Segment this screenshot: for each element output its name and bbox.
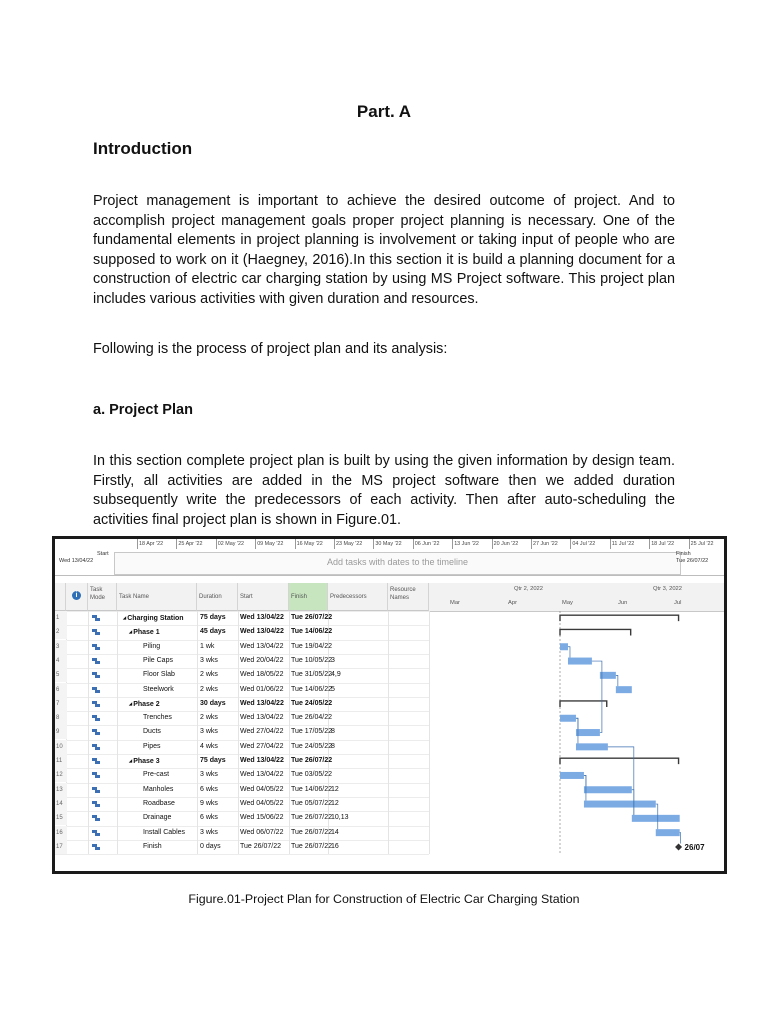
- task-bar: [656, 829, 680, 836]
- task-name: [143, 668, 175, 682]
- task-row[interactable]: [55, 725, 429, 739]
- task-start: Wed 27/04/22: [240, 728, 284, 736]
- task-pred: 3: [331, 656, 335, 664]
- timeline-start-label: Start: [97, 551, 109, 557]
- task-name-text: Phase 3: [133, 757, 160, 765]
- task-name-text: Drainage: [143, 814, 172, 822]
- task-finish: Tue 24/05/22: [291, 742, 332, 750]
- auto-schedule-icon: [92, 658, 100, 664]
- task-start: Tue 26/07/22: [240, 842, 281, 850]
- task-duration: 45 days: [200, 628, 226, 636]
- task-row[interactable]: [55, 740, 429, 754]
- task-row[interactable]: [55, 611, 429, 625]
- task-start: Wed 20/04/22: [240, 656, 284, 664]
- month-label-mar: Mar: [450, 600, 460, 606]
- row-number: 14: [55, 797, 67, 811]
- collapse-triangle-icon[interactable]: ◢: [129, 758, 134, 763]
- task-start: Wed 04/05/22: [240, 799, 284, 807]
- auto-schedule-icon: [92, 744, 100, 750]
- task-duration: 9 wks: [200, 799, 218, 807]
- timeline-bar[interactable]: [114, 552, 681, 575]
- timeline-date-tick: 02 May '22: [217, 541, 244, 547]
- project-plan-paragraph: In this section complete project plan is built by using the given information by design team. Firstly, all activities are added in the MS project software then we added duration subsequently write the predecessors of each activity. Then after auto-scheduling the activities final project plan is shown in Figure.01.: [93, 453, 675, 528]
- task-pred: 12: [331, 785, 339, 793]
- auto-schedule-icon: [92, 701, 100, 707]
- task-name-text: Charging Station: [127, 614, 184, 622]
- task-finish: Tue 26/07/22: [291, 842, 332, 850]
- task-bar: [576, 743, 608, 750]
- task-start: Wed 06/07/22: [240, 828, 284, 836]
- row-number: 4: [55, 654, 67, 668]
- auto-schedule-icon: [92, 815, 100, 821]
- task-row[interactable]: [55, 811, 429, 825]
- task-finish: Tue 26/07/22: [291, 828, 332, 836]
- task-row[interactable]: [55, 654, 429, 668]
- task-name: [143, 740, 161, 754]
- collapse-triangle-icon[interactable]: ◢: [123, 615, 128, 620]
- task-finish: Tue 10/05/22: [291, 656, 332, 664]
- task-name-text: Install Cables: [143, 828, 186, 836]
- task-start: Wed 13/04/22: [240, 614, 284, 621]
- task-row[interactable]: [55, 840, 429, 854]
- task-finish: Tue 03/05/22: [291, 771, 332, 779]
- task-pred: 4,9: [331, 671, 341, 679]
- task-name-text: Steelwork: [143, 685, 174, 693]
- resource-names-header[interactable]: Resource Names: [388, 583, 429, 611]
- gantt-month-header: [429, 597, 724, 612]
- task-duration: 2 wks: [200, 714, 218, 722]
- task-name: [143, 811, 171, 825]
- auto-schedule-icon: [92, 729, 100, 735]
- task-start: Wed 01/06/22: [240, 685, 284, 693]
- task-bar: [632, 815, 680, 822]
- auto-schedule-icon: [92, 715, 100, 721]
- task-pred: 8: [331, 742, 335, 750]
- task-finish: Tue 19/04/22: [291, 642, 332, 650]
- duration-header[interactable]: Duration: [197, 583, 238, 611]
- info-icon: i: [72, 591, 81, 600]
- task-pred: 12: [331, 799, 339, 807]
- task-name: [129, 754, 160, 769]
- task-name-text: Ducts: [143, 728, 161, 736]
- task-finish: Tue 14/06/22: [291, 685, 332, 693]
- dependency-link: [600, 672, 602, 733]
- task-name: [123, 611, 184, 626]
- timeline-finish-date: Tue 26/07/22: [676, 558, 709, 564]
- task-name-text: Phase 1: [133, 629, 160, 637]
- row-gridline: [55, 854, 429, 855]
- task-pred: 5: [331, 685, 335, 693]
- row-number: 9: [55, 725, 67, 739]
- task-row[interactable]: [55, 711, 429, 725]
- row-number: 17: [55, 840, 67, 854]
- task-pred: 14: [331, 828, 339, 836]
- task-finish: Tue 24/05/22: [291, 699, 333, 707]
- figure-caption: Figure.01-Project Plan for Construction of Electric Car Charging Station: [188, 892, 580, 906]
- task-row[interactable]: [55, 797, 429, 811]
- task-start: Wed 27/04/22: [240, 742, 284, 750]
- task-row[interactable]: [55, 754, 429, 768]
- timeline-strip: [55, 539, 724, 576]
- auto-schedule-icon: [92, 672, 100, 678]
- timeline-date-tick: 25 Apr '22: [178, 541, 203, 547]
- summary-bar: [560, 701, 607, 707]
- collapse-triangle-icon[interactable]: ◢: [129, 629, 134, 635]
- task-duration: 3 wks: [200, 771, 218, 779]
- task-duration: 75 days: [200, 757, 226, 764]
- summary-bar: [560, 758, 679, 764]
- task-finish: Tue 26/04/22: [291, 714, 332, 722]
- timeline-date-tick: 09 May '22: [257, 541, 284, 547]
- ms-project-view: [55, 539, 724, 871]
- task-row[interactable]: [55, 826, 429, 840]
- task-row[interactable]: [55, 668, 429, 682]
- task-duration: 6 wks: [200, 814, 218, 822]
- task-pred: 8: [331, 728, 335, 736]
- dependency-link: [616, 675, 618, 686]
- task-row[interactable]: [55, 783, 429, 797]
- task-row[interactable]: [55, 625, 429, 639]
- task-duration: 0 days: [200, 842, 221, 850]
- task-bar: [600, 672, 616, 679]
- row-number: 11: [55, 754, 67, 768]
- timeline-date-tick: 18 Jul '22: [651, 541, 675, 547]
- task-name-text: Roadbase: [143, 799, 175, 807]
- finish-header[interactable]: Finish: [289, 583, 328, 611]
- task-bar: [560, 643, 568, 650]
- timeline-date-tick: 18 Apr '22: [139, 541, 164, 547]
- task-start: Wed 18/05/22: [240, 671, 284, 679]
- timeline-hint: Add tasks with dates to the timeline: [326, 557, 469, 567]
- row-number: 7: [55, 697, 67, 711]
- timeline-finish-label: Finish: [676, 551, 691, 557]
- gantt-chart: [429, 611, 724, 871]
- milestone-label: 26/07: [684, 842, 705, 852]
- month-label-apr: Apr: [508, 600, 518, 606]
- task-duration: 2 wks: [200, 671, 218, 679]
- task-name: [143, 826, 185, 840]
- task-row[interactable]: [55, 683, 429, 697]
- task-duration: 1 wk: [200, 642, 215, 650]
- project-plan-figure: [52, 536, 727, 874]
- timeline-date-tick: 27 Jun '22: [533, 541, 558, 547]
- task-start: Wed 04/05/22: [240, 785, 284, 793]
- task-bar: [616, 686, 632, 693]
- task-name: [143, 783, 173, 797]
- task-name: [129, 625, 160, 640]
- dependency-link: [680, 833, 681, 844]
- row-number: 1: [55, 611, 67, 625]
- task-name: [143, 840, 162, 854]
- task-name-text: Pre-cast: [143, 771, 170, 779]
- auto-schedule-icon: [92, 830, 100, 836]
- month-label-jun: Jun: [618, 600, 628, 606]
- auto-schedule-icon: [92, 801, 100, 807]
- auto-schedule-icon: [92, 772, 100, 778]
- timeline-date-tick: 06 Jun '22: [414, 541, 440, 547]
- task-name: [143, 797, 175, 811]
- auto-schedule-icon: [92, 644, 100, 650]
- auto-schedule-icon: [92, 787, 100, 793]
- task-name: [143, 683, 174, 697]
- task-duration: 3 wks: [200, 656, 218, 664]
- dependency-link: [592, 661, 602, 672]
- task-duration: 2 wks: [200, 685, 218, 693]
- timeline-date-tick: 16 May '22: [296, 541, 323, 547]
- summary-bar: [560, 615, 679, 621]
- task-name-text: Phase 2: [133, 700, 160, 708]
- row-number: 3: [55, 640, 67, 654]
- part-title: Part. A: [356, 102, 412, 121]
- month-label-may: May: [562, 600, 573, 606]
- task-name: [143, 654, 173, 668]
- quarter-label-q2: Qtr 2, 2022: [514, 586, 544, 592]
- task-finish: Tue 05/07/22: [291, 799, 332, 807]
- introduction-heading: Introduction: [93, 139, 193, 158]
- row-header-corner: [55, 583, 66, 611]
- timeline-date-tick: 20 Jun '22: [493, 541, 519, 547]
- introduction-paragraph: Project management is important to achieve the desired outcome of project. And to accomplish project management goals proper project planning is necessary. One of the fundamental elements in project planning is involvement or taking input of people who are supposed to work on it (Haegney, 2016).In this section it is build a planning document for a construction of electric car charging station by using MS Project software. This project plan includes various activities with given duration and resources.: [93, 193, 675, 307]
- row-number: 12: [55, 768, 67, 782]
- auto-schedule-icon: [92, 615, 100, 621]
- row-number: 8: [55, 711, 67, 725]
- timeline-date-tick: 23 May '22: [336, 541, 363, 547]
- indicators-header[interactable]: [66, 583, 88, 611]
- collapse-triangle-icon[interactable]: ◢: [129, 700, 134, 706]
- month-label-jul: Jul: [674, 600, 682, 606]
- auto-schedule-icon: [92, 629, 100, 635]
- predecessors-header[interactable]: Predecessors: [328, 583, 388, 611]
- task-bar: [584, 801, 656, 808]
- task-duration: 75 days: [200, 614, 226, 621]
- task-name-text: Trenches: [143, 714, 172, 722]
- task-start: Wed 13/04/22: [240, 642, 284, 650]
- timeline-date-tick: 25 Jul '22: [690, 541, 714, 547]
- task-row[interactable]: [55, 768, 429, 782]
- quarter-label-q3: Qtr 3, 2022: [653, 586, 683, 592]
- task-bar: [560, 715, 576, 722]
- task-bar: [560, 772, 584, 779]
- timeline-date-tick: 30 May '22: [375, 541, 402, 547]
- task-finish: Tue 26/07/22: [291, 757, 333, 764]
- row-number: 10: [55, 740, 67, 754]
- task-bar: [584, 786, 632, 793]
- task-pred: 10,13: [331, 814, 349, 822]
- task-finish: Tue 17/05/22: [291, 728, 332, 736]
- row-number: 15: [55, 811, 67, 825]
- task-name-text: Finish: [143, 842, 162, 850]
- task-name-text: Piling: [143, 642, 161, 650]
- task-duration: 4 wks: [200, 742, 218, 750]
- start-header[interactable]: Start: [238, 583, 289, 611]
- timeline-date-tick: 13 Jun '22: [454, 541, 479, 547]
- task-start: Wed 13/04/22: [240, 771, 284, 779]
- timeline-start: [59, 551, 109, 565]
- milestone-diamond: [675, 843, 682, 850]
- task-finish: Tue 31/05/22: [291, 671, 332, 679]
- summary-bar: [560, 629, 631, 635]
- task-finish: Tue 26/07/22: [291, 614, 333, 621]
- row-number: 16: [55, 826, 67, 840]
- task-name-text: Manholes: [143, 785, 174, 793]
- timeline-finish: [676, 551, 708, 565]
- task-bar: [568, 658, 592, 665]
- task-row[interactable]: [55, 697, 429, 711]
- task-start: Wed 13/04/22: [240, 628, 284, 636]
- auto-schedule-icon: [92, 758, 100, 764]
- task-name-header[interactable]: Task Name: [117, 583, 197, 611]
- task-duration: 6 wks: [200, 785, 218, 793]
- task-name-text: Pile Caps: [143, 656, 173, 664]
- task-duration: 30 days: [200, 699, 226, 707]
- task-start: Wed 13/04/22: [240, 699, 284, 707]
- task-name: [143, 711, 172, 725]
- task-mode-header[interactable]: Task Mode: [88, 583, 117, 611]
- task-start: Wed 15/06/22: [240, 814, 284, 822]
- task-row[interactable]: [55, 640, 429, 654]
- task-name-text: Pipes: [143, 742, 161, 750]
- task-name-text: Floor Slab: [143, 671, 175, 679]
- task-finish: Tue 14/06/22: [291, 785, 332, 793]
- row-number: 2: [55, 625, 67, 639]
- project-plan-heading: a. Project Plan: [93, 402, 193, 418]
- timeline-start-date: Wed 13/04/22: [59, 558, 94, 564]
- task-start: Wed 13/04/22: [240, 757, 284, 764]
- task-duration: 3 wks: [200, 828, 218, 836]
- task-pred: 16: [331, 842, 339, 850]
- task-start: Wed 13/04/22: [240, 714, 284, 722]
- task-name: [143, 725, 161, 739]
- auto-schedule-icon: [92, 844, 100, 850]
- task-name: [143, 640, 160, 654]
- timeline-date-tick: 11 Jul '22: [611, 541, 635, 547]
- task-name: [129, 697, 160, 712]
- task-finish: Tue 26/07/22: [291, 814, 332, 822]
- task-bar: [576, 729, 600, 736]
- process-sentence: Following is the process of project plan and its analysis:: [93, 341, 448, 357]
- task-finish: Tue 14/06/22: [291, 628, 333, 636]
- gantt-quarter-header: [429, 583, 724, 597]
- row-number: 13: [55, 783, 67, 797]
- task-name: [143, 768, 169, 782]
- row-number: 5: [55, 668, 67, 682]
- row-number: 6: [55, 683, 67, 697]
- task-duration: 3 wks: [200, 728, 218, 736]
- dependency-link: [568, 647, 570, 658]
- auto-schedule-icon: [92, 687, 100, 693]
- timeline-date-tick: 04 Jul '22: [572, 541, 596, 547]
